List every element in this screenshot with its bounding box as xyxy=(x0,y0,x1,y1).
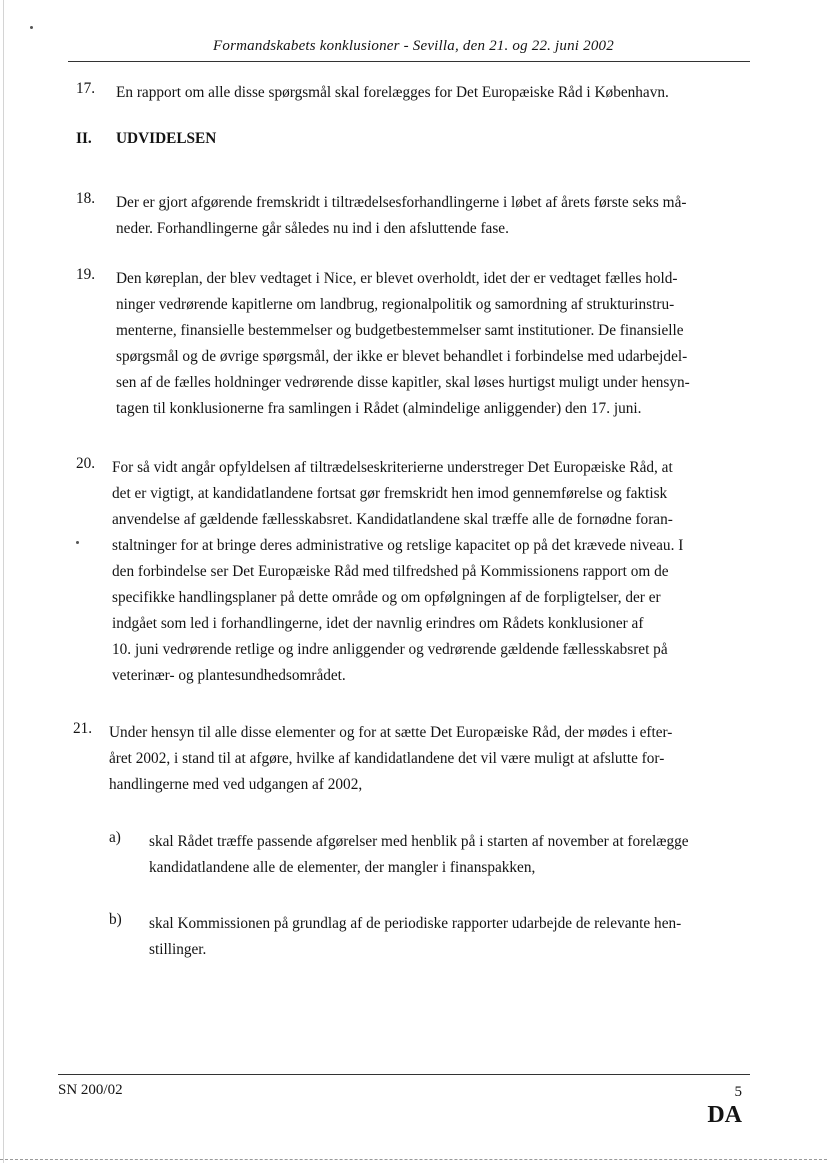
text-line: For så vidt angår opfyldelsen af tiltrædelseskriterierne understreger Det Europæiske Råd, at xyxy=(112,459,673,476)
paragraph-text xyxy=(109,720,672,798)
text-line: ninger vedrørende kapitlerne om landbrug, regionalpolitik og samordning af strukturinstru- xyxy=(116,296,675,313)
text-line: menterne, finansielle bestemmelser og budgetbestemmelser samt institutioner. De finansielle xyxy=(116,322,684,339)
text-line: anvendelse af gældende fællesskabsret. Kandidatlandene skal træffe alle de fornødne foran- xyxy=(112,511,673,528)
text-line: specifikke handlingsplaner på dette område og om opfølgningen af de forpligtelser, der er xyxy=(112,589,661,606)
text-line: det er vigtigt, at kandidatlandene fortsat gør fremskridt hen imod gennemførelse og faktisk xyxy=(112,485,668,502)
text-line: veterinær- og plantesundhedsområdet. xyxy=(112,667,346,684)
footer-rule xyxy=(58,1074,750,1075)
scan-speck xyxy=(76,541,79,544)
language-code: DA xyxy=(707,1102,742,1128)
paragraph-number: 18. xyxy=(76,190,96,207)
text-line: spørgsmål og de øvrige spørgsmål, der ikke er blevet behandlet i forbindelse med udarbejdel- xyxy=(116,348,688,365)
text-line: den forbindelse ser Det Europæiske Råd med tilfredshed på Kommissionens rapport om de xyxy=(112,563,669,580)
running-header: Formandskabets konklusioner - Sevilla, den 21. og 22. juni 2002 xyxy=(213,38,614,54)
paragraph-text xyxy=(112,455,683,689)
scan-edge-bottom xyxy=(0,1159,827,1160)
section-title: UDVIDELSEN xyxy=(116,130,217,147)
paragraph-text xyxy=(116,190,686,242)
text-line: neder. Forhandlingerne går således nu ind i den afsluttende fase. xyxy=(116,220,509,237)
text-line: staltninger for at bringe deres administrative og retslige kapacitet op på det krævede niveau. I xyxy=(112,537,684,554)
paragraph-number: 17. xyxy=(76,80,96,97)
text-line: 10. juni vedrørende retlige og indre anliggender og vedrørende gældende fællesskabsret på xyxy=(112,641,668,658)
text-line: skal Kommissionen på grundlag af de periodiske rapporter udarbejde de relevante hen- xyxy=(149,915,682,932)
text-line: året 2002, i stand til at afgøre, hvilke af kandidatlandene det vil være muligt at afslutte for- xyxy=(109,750,665,767)
subparagraph-text xyxy=(149,911,681,963)
text-line: En rapport om alle disse spørgsmål skal forelægges for Det Europæiske Råd i København. xyxy=(116,84,669,101)
scan-edge-left xyxy=(3,0,4,1163)
text-line: Der er gjort afgørende fremskridt i tiltrædelsesforhandlingerne i løbet af årets første seks må- xyxy=(116,194,687,211)
text-line: indgået som led i forhandlingerne, idet der navnlig erindres om Rådets konklusioner af xyxy=(112,615,644,632)
subparagraph-label: b) xyxy=(109,911,122,928)
text-line: handlingerne med ved udgangen af 2002, xyxy=(109,776,363,793)
text-line: Under hensyn til alle disse elementer og for at sætte Det Europæiske Råd, der mødes i efter- xyxy=(109,724,673,741)
paragraph-number: 19. xyxy=(76,266,96,283)
subparagraph-label: a) xyxy=(109,829,121,846)
paragraph-text xyxy=(116,80,669,106)
text-line: tagen til konklusionerne fra samlingen i Rådet (almindelige anliggender) den 17. juni. xyxy=(116,400,642,417)
paragraph-number: 21. xyxy=(73,720,93,737)
document-reference: SN 200/02 xyxy=(58,1082,123,1098)
paragraph-number: 20. xyxy=(76,455,96,472)
page-number: 5 xyxy=(734,1084,742,1100)
text-line: stillinger. xyxy=(149,941,207,958)
header-rule xyxy=(68,61,750,62)
text-line: skal Rådet træffe passende afgørelser med henblik på i starten af november at forelægge xyxy=(149,833,689,850)
text-line: sen af de fælles holdninger vedrørende disse kapitler, skal løses hurtigst muligt under hensyn- xyxy=(116,374,690,391)
text-line: Den køreplan, der blev vedtaget i Nice, er blevet overholdt, idet der er vedtaget fælles hold- xyxy=(116,270,678,287)
section-number: II. xyxy=(76,130,92,147)
subparagraph-text xyxy=(149,829,689,881)
scan-speck xyxy=(30,26,33,29)
paragraph-text xyxy=(116,266,690,422)
text-line: kandidatlandene alle de elementer, der mangler i finanspakken, xyxy=(149,859,536,876)
